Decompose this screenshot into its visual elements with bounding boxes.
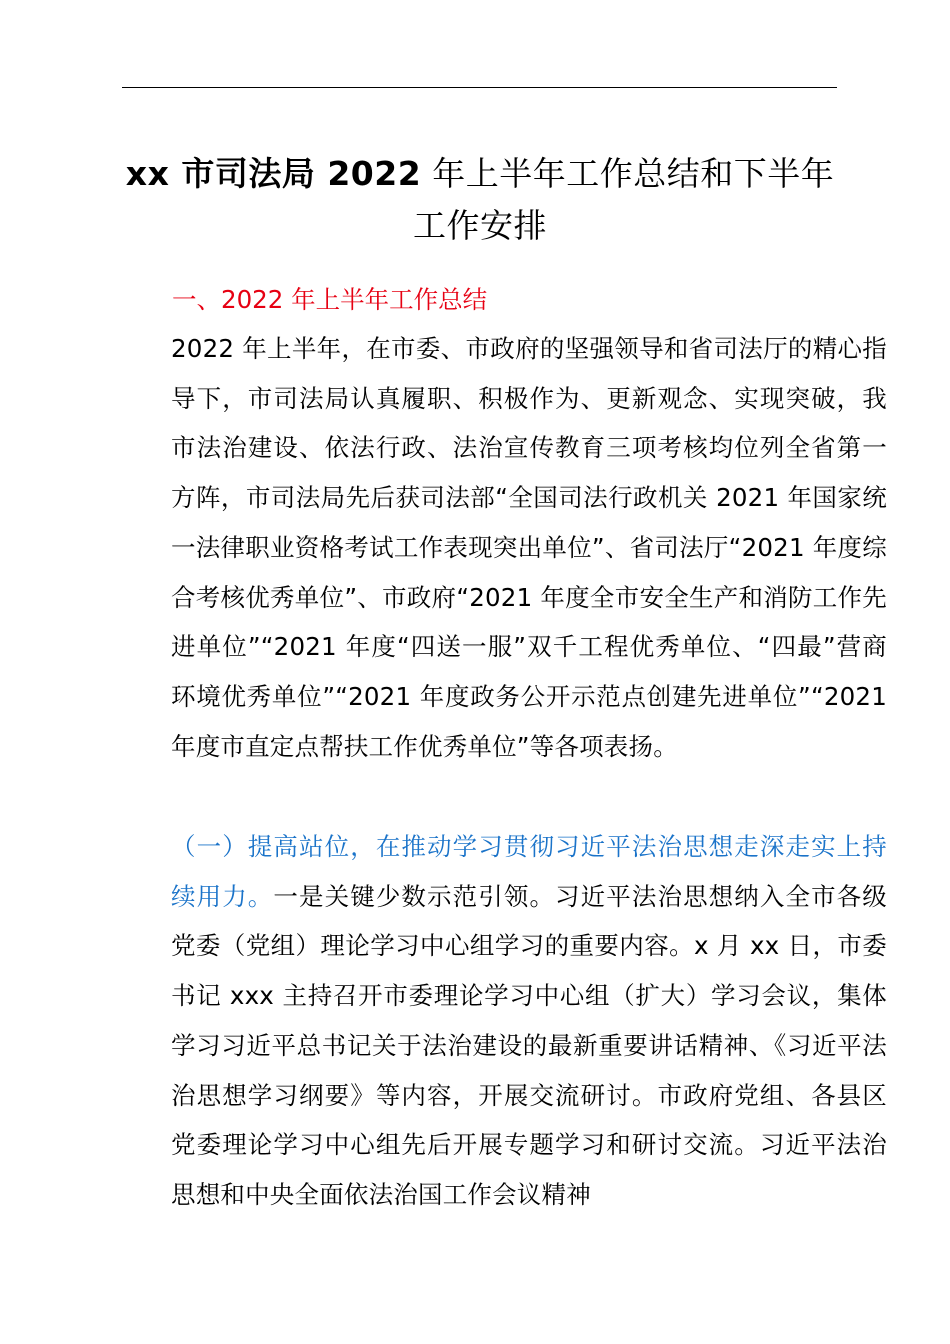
- title-year: 2022: [327, 154, 422, 193]
- document-title: [110, 148, 850, 252]
- title-prefix: xx 市司法局: [125, 154, 328, 193]
- paragraph-2: [122, 822, 887, 1220]
- paragraph-2-body: 一是关键少数示范引领。习近平法治思想纳入全市各级党委（党组）理论学习中心组学习的重要内容。x 月 xx 日，市委书记 xxx 主持召开市委理论学习中心组（扩大）学习会议，集体学习习近平总书记关于法治建设的最新重要讲话精神、《习近平法治思想学习纲要》等内容，开展交流研讨。市政府党组、各县区党委理论学习中心组先后开展专题学习和研讨交流。习近平法治思想和中央全面依法治国工作会议精神: [171, 881, 887, 1209]
- paragraph-1: 2022 年上半年，在市委、市政府的坚强领导和省司法厅的精心指导下，市司法局认真履职、积极作为、更新观念、实现突破，我市法治建设、依法行政、法治宣传教育三项考核均位列全省第一方阵，市司法局先后获司法部“全国司法行政机关 2021 年国家统一法律职业资格考试工作表现突出单位”、省司法厅“2021 年度综合考核优秀单位”、市政府“2021 年度全市安全生产和消防工作先进单位”“2021 年度“四送一服”双千工程优秀单位、“四最”营商环境优秀单位”“2021 年度政务公开示范点创建先进单位”“2021 年度市直定点帮扶工作优秀单位”等各项表扬。: [171, 334, 887, 761]
- section-1-heading: 一、2022 年上半年工作总结: [172, 285, 488, 314]
- subsection-1-heading: （一）提高站位，在推动学习贯彻习近平法治思想走深走实上持续用力。: [171, 832, 887, 911]
- title-suffix: 年上半年工作总结和下半年工作安排: [413, 154, 835, 245]
- header-rule: [122, 87, 837, 88]
